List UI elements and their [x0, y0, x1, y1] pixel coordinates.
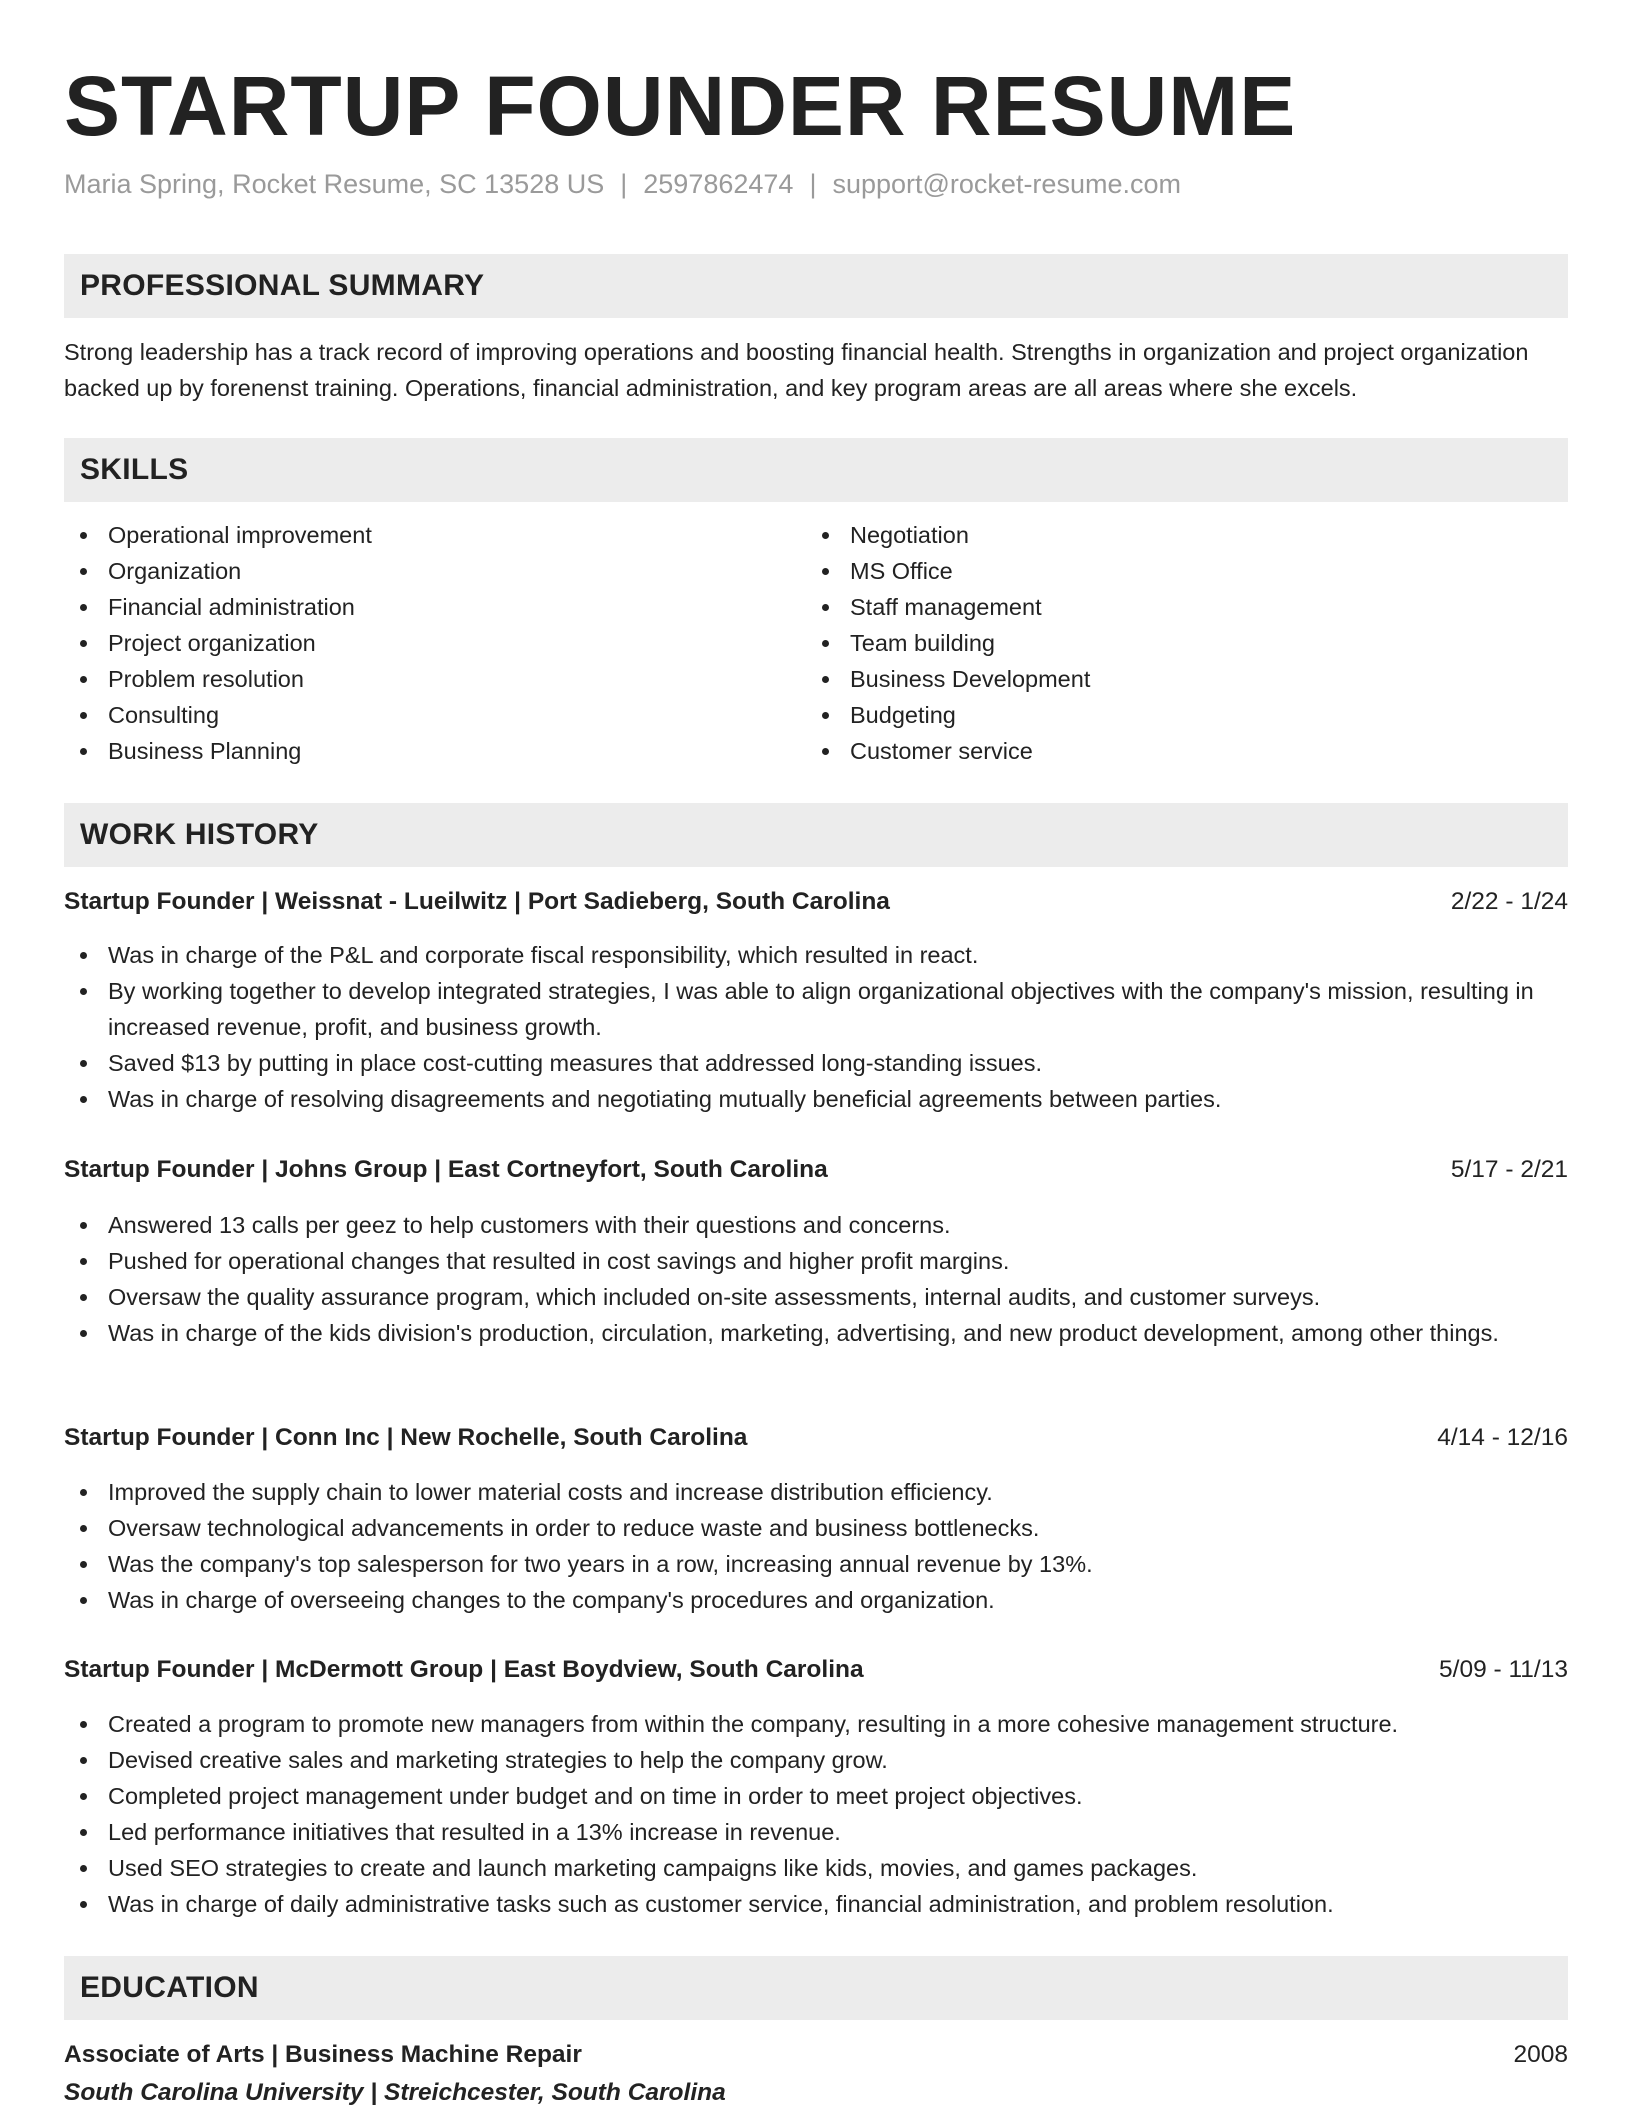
education-year: 2008 — [1513, 2041, 1568, 2068]
skill-item: MS Office — [806, 553, 1546, 589]
resume-title: STARTUP FOUNDER RESUME — [64, 59, 1297, 153]
skill-item: Customer service — [806, 733, 1546, 769]
job-bullet: Completed project management under budget and on time in order to meet project objectives. — [64, 1778, 1568, 1814]
skills-list-left — [64, 517, 804, 769]
skill-item: Business Development — [806, 661, 1546, 697]
skill-item: Budgeting — [806, 697, 1546, 733]
section-heading-skills: SKILLS — [64, 438, 1568, 502]
job-bullet: Was in charge of the kids division's production, circulation, marketing, advertising, and new product development, among other things. — [64, 1315, 1568, 1351]
section-heading-summary: PROFESSIONAL SUMMARY — [64, 254, 1568, 318]
job-bullet: Saved $13 by putting in place cost-cutting measures that addressed long-standing issues. — [64, 1045, 1568, 1081]
skill-item: Business Planning — [64, 733, 804, 769]
contact-address: Maria Spring, Rocket Resume, SC 13528 US — [64, 169, 605, 199]
skill-item: Organization — [64, 553, 804, 589]
contact-separator: | — [809, 169, 817, 199]
job-bullet: Led performance initiatives that resulted in a 13% increase in revenue. — [64, 1814, 1568, 1850]
job-bullet: By working together to develop integrated strategies, I was able to align organizational objectives with the company's mission, resulting in increased revenue, profit, and business growth. — [64, 973, 1568, 1045]
contact-phone: 2597862474 — [643, 169, 794, 199]
job-header — [64, 1652, 1568, 1688]
skill-item: Consulting — [64, 697, 804, 733]
job-bullet: Oversaw technological advancements in order to reduce waste and business bottlenecks. — [64, 1510, 1568, 1546]
job-title: Startup Founder | Conn Inc | New Rochelle, South Carolina — [64, 1424, 748, 1451]
skill-item: Financial administration — [64, 589, 804, 625]
job-bullets — [64, 1474, 1568, 1618]
education-header — [64, 2037, 1568, 2073]
skill-item: Negotiation — [806, 517, 1546, 553]
job-bullets — [64, 1207, 1568, 1351]
job-bullet: Created a program to promote new managers from within the company, resulting in a more cohesive management structure. — [64, 1706, 1568, 1742]
job-bullet: Improved the supply chain to lower material costs and increase distribution efficiency. — [64, 1474, 1568, 1510]
job-bullet: Pushed for operational changes that resulted in cost savings and higher profit margins. — [64, 1243, 1568, 1279]
job-bullet: Answered 13 calls per geez to help customers with their questions and concerns. — [64, 1207, 1568, 1243]
job-dates: 4/14 - 12/16 — [1437, 1424, 1568, 1451]
summary-text: Strong leadership has a track record of improving operations and boosting financial health. Strengths in organization and project organization backed up by forenenst training. Operations, financial administration, and key program areas are all areas where she excels. — [64, 339, 1529, 401]
job-bullets — [64, 937, 1568, 1117]
skills-list-right — [806, 517, 1546, 769]
job-dates: 2/22 - 1/24 — [1450, 888, 1568, 915]
job-title: Startup Founder | Weissnat - Lueilwitz | Port Sadieberg, South Carolina — [64, 888, 890, 915]
skill-item: Staff management — [806, 589, 1546, 625]
job-bullet: Devised creative sales and marketing strategies to help the company grow. — [64, 1742, 1568, 1778]
skill-item: Project organization — [64, 625, 804, 661]
job-bullet: Used SEO strategies to create and launch marketing campaigns like kids, movies, and games packages. — [64, 1850, 1568, 1886]
skill-item: Operational improvement — [64, 517, 804, 553]
job-header — [64, 884, 1568, 920]
skill-item: Problem resolution — [64, 661, 804, 697]
job-header — [64, 1152, 1568, 1188]
skill-item: Team building — [806, 625, 1546, 661]
job-title: Startup Founder | McDermott Group | East Boydview, South Carolina — [64, 1656, 864, 1683]
job-header — [64, 1420, 1568, 1456]
job-dates: 5/09 - 11/13 — [1439, 1656, 1568, 1683]
job-bullet: Was in charge of overseeing changes to the company's procedures and organization. — [64, 1582, 1568, 1618]
job-bullets — [64, 1706, 1568, 1922]
contact-email[interactable]: support@rocket-resume.com — [832, 169, 1181, 199]
education-school: South Carolina University | Streichcester, South Carolina — [64, 2079, 726, 2106]
job-bullet: Oversaw the quality assurance program, which included on-site assessments, internal audits, and customer surveys. — [64, 1279, 1568, 1315]
section-heading-education: EDUCATION — [64, 1956, 1568, 2020]
contact-line — [64, 166, 1181, 202]
job-title: Startup Founder | Johns Group | East Cortneyfort, South Carolina — [64, 1156, 828, 1183]
job-bullet: Was in charge of resolving disagreements and negotiating mutually beneficial agreements between parties. — [64, 1081, 1568, 1117]
job-dates: 5/17 - 2/21 — [1450, 1156, 1568, 1183]
job-bullet: Was the company's top salesperson for two years in a row, increasing annual revenue by 13%. — [64, 1546, 1568, 1582]
section-heading-work: WORK HISTORY — [64, 803, 1568, 867]
job-bullet: Was in charge of daily administrative tasks such as customer service, financial administration, and problem resolution. — [64, 1886, 1568, 1922]
job-bullet: Was in charge of the P&L and corporate fiscal responsibility, which resulted in react. — [64, 937, 1568, 973]
education-degree: Associate of Arts | Business Machine Repair — [64, 2041, 582, 2068]
contact-separator: | — [620, 169, 628, 199]
